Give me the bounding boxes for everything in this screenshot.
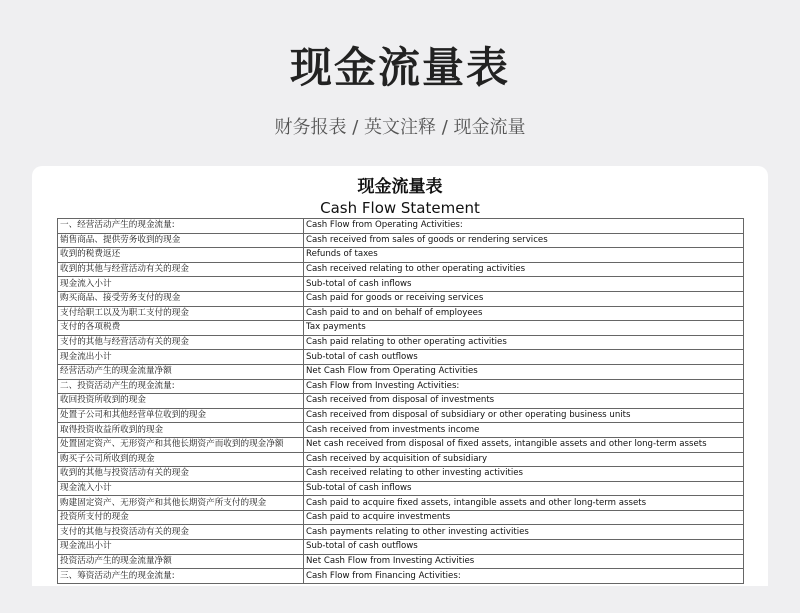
- table-row: [58, 569, 744, 584]
- row-label-cn: 处置子公司和其他经营单位收到的现金: [58, 408, 304, 423]
- table-row: [58, 496, 744, 511]
- page-title: 现金流量表: [289, 43, 510, 92]
- row-label-en: Cash Flow from Operating Activities:: [304, 219, 744, 234]
- row-label-cn: 投资所支付的现金: [58, 510, 304, 525]
- row-label-cn: 三、筹资活动产生的现金流量:: [58, 569, 304, 584]
- row-label-en: Cash received by acquisition of subsidiary: [304, 452, 744, 467]
- table-row: [58, 540, 744, 555]
- row-label-cn: 销售商品、提供劳务收到的现金: [58, 233, 304, 248]
- row-label-en: Cash Flow from Financing Activities:: [304, 569, 744, 584]
- row-label-cn: 支付的各项税费: [58, 321, 304, 336]
- table-row: [58, 335, 744, 350]
- document-preview-card[interactable]: [32, 166, 768, 586]
- row-label-en: Cash received from investments income: [304, 423, 744, 438]
- cash-flow-table: [57, 218, 744, 584]
- row-label-en: Cash Flow from Investing Activities:: [304, 379, 744, 394]
- row-label-en: Sub-total of cash inflows: [304, 277, 744, 292]
- row-label-cn: 收到的其他与投资活动有关的现金: [58, 467, 304, 482]
- row-label-cn: 现金流出小计: [58, 540, 304, 555]
- row-label-cn: 现金流入小计: [58, 277, 304, 292]
- table-row: [58, 262, 744, 277]
- page-subtitle: 财务报表 / 英文注释 / 现金流量: [274, 117, 526, 138]
- table-row: [58, 291, 744, 306]
- table-row: [58, 233, 744, 248]
- document-title-cn: 现金流量表: [357, 177, 443, 197]
- table-row: [58, 437, 744, 452]
- table-row: [58, 364, 744, 379]
- table-row: [58, 408, 744, 423]
- row-label-cn: 取得投资收益所收到的现金: [58, 423, 304, 438]
- row-label-en: Sub-total of cash inflows: [304, 481, 744, 496]
- row-label-cn: 收到的税费返还: [58, 248, 304, 263]
- table-row: [58, 248, 744, 263]
- row-label-cn: 支付的其他与投资活动有关的现金: [58, 525, 304, 540]
- row-label-cn: 二、投资活动产生的现金流量:: [58, 379, 304, 394]
- row-label-en: Net cash received from disposal of fixed assets, intangible assets and other long-term assets: [304, 437, 744, 452]
- row-label-en: Cash paid to and on behalf of employees: [304, 306, 744, 321]
- table-row: [58, 510, 744, 525]
- row-label-en: Cash received relating to other operating activities: [304, 262, 744, 277]
- row-label-en: Cash received from disposal of subsidiary or other operating business units: [304, 408, 744, 423]
- row-label-cn: 经营活动产生的现金流量净额: [58, 364, 304, 379]
- table-row: [58, 379, 744, 394]
- row-label-en: Refunds of taxes: [304, 248, 744, 263]
- row-label-cn: 一、经营活动产生的现金流量:: [58, 219, 304, 234]
- row-label-en: Sub-total of cash outflows: [304, 350, 744, 365]
- row-label-cn: 处置固定资产、无形资产和其他长期资产而收到的现金净额: [58, 437, 304, 452]
- row-label-en: Tax payments: [304, 321, 744, 336]
- table-row: [58, 452, 744, 467]
- table-row: [58, 423, 744, 438]
- table-row: [58, 277, 744, 292]
- hero-header: [0, 0, 800, 140]
- document-title-en: Cash Flow Statement: [320, 199, 480, 217]
- table-row: [58, 350, 744, 365]
- row-label-en: Cash paid to acquire investments: [304, 510, 744, 525]
- table-row: [58, 321, 744, 336]
- row-label-cn: 购买商品、接受劳务支付的现金: [58, 291, 304, 306]
- row-label-cn: 收回投资所收到的现金: [58, 394, 304, 409]
- row-label-en: Cash paid relating to other operating activities: [304, 335, 744, 350]
- table-row: [58, 525, 744, 540]
- row-label-cn: 购买子公司所收到的现金: [58, 452, 304, 467]
- row-label-en: Cash paid to acquire fixed assets, intangible assets and other long-term assets: [304, 496, 744, 511]
- row-label-en: Net Cash Flow from Operating Activities: [304, 364, 744, 379]
- row-label-cn: 支付给职工以及为职工支付的现金: [58, 306, 304, 321]
- table-row: [58, 219, 744, 234]
- row-label-cn: 支付的其他与经营活动有关的现金: [58, 335, 304, 350]
- row-label-cn: 收到的其他与经营活动有关的现金: [58, 262, 304, 277]
- row-label-en: Net Cash Flow from Investing Activities: [304, 554, 744, 569]
- row-label-cn: 购建固定资产、无形资产和其他长期资产所支付的现金: [58, 496, 304, 511]
- row-label-cn: 现金流入小计: [58, 481, 304, 496]
- row-label-en: Cash received from sales of goods or rendering services: [304, 233, 744, 248]
- row-label-en: Cash payments relating to other investing activities: [304, 525, 744, 540]
- row-label-en: Cash received from disposal of investments: [304, 394, 744, 409]
- row-label-cn: 现金流出小计: [58, 350, 304, 365]
- row-label-cn: 投资活动产生的现金流量净额: [58, 554, 304, 569]
- table-row: [58, 394, 744, 409]
- row-label-en: Cash received relating to other investing activities: [304, 467, 744, 482]
- table-row: [58, 554, 744, 569]
- row-label-en: Sub-total of cash outflows: [304, 540, 744, 555]
- table-row: [58, 306, 744, 321]
- table-row: [58, 467, 744, 482]
- table-row: [58, 481, 744, 496]
- row-label-en: Cash paid for goods or receiving services: [304, 291, 744, 306]
